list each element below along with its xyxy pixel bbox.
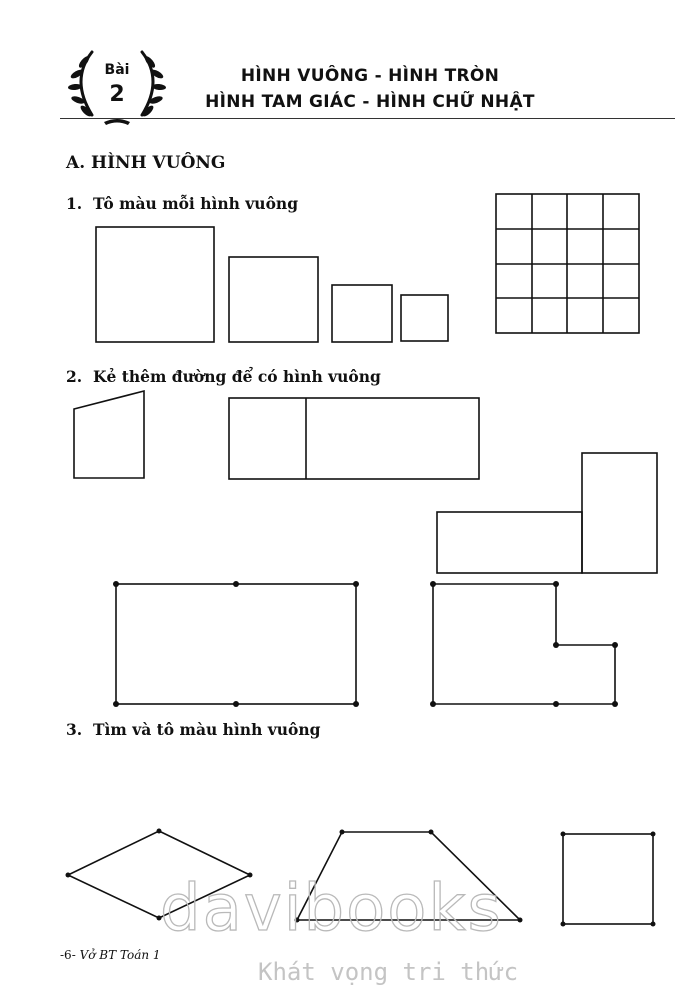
square-grid-4x4[interactable] [496,194,639,333]
l-shape-rectangles[interactable] [437,453,657,573]
question-2-text: Kẻ thêm đường để có hình vuông [92,367,381,386]
square-smallest[interactable] [401,295,448,341]
section-title: A. HÌNH VUÔNG [66,153,226,173]
divided-rectangle[interactable] [229,398,479,479]
dotted-l-polygon[interactable] [433,584,615,704]
book-name: Vở BT Toán 1 [79,948,161,962]
question-3-text: Tìm và tô màu hình vuông [92,720,321,739]
question-2-number: 2. [66,367,83,386]
question-1-text: Tô màu mỗi hình vuông [92,194,299,213]
lesson-number: 2 [109,82,125,107]
page-title-line2: HÌNH TAM GIÁC - HÌNH CHỮ NHẬT [205,92,535,112]
watermark-slogan: Khát vọng tri thức [258,958,519,986]
question-3-number: 3. [66,720,83,739]
page-title-line1: HÌNH VUÔNG - HÌNH TRÒN [240,66,500,86]
question-1-number: 1. [66,194,83,213]
square-large[interactable] [96,227,214,342]
watermark-brand: davibooks [160,872,503,946]
page-footer [60,948,161,962]
dotted-rectangle[interactable] [116,584,356,704]
square-q3-shape[interactable] [563,834,653,924]
trapezoid-shape[interactable] [74,391,144,478]
lesson-label: Bài [104,62,130,78]
square-medium[interactable] [229,257,318,342]
square-small[interactable] [332,285,392,342]
page-number: -6- [60,948,76,962]
